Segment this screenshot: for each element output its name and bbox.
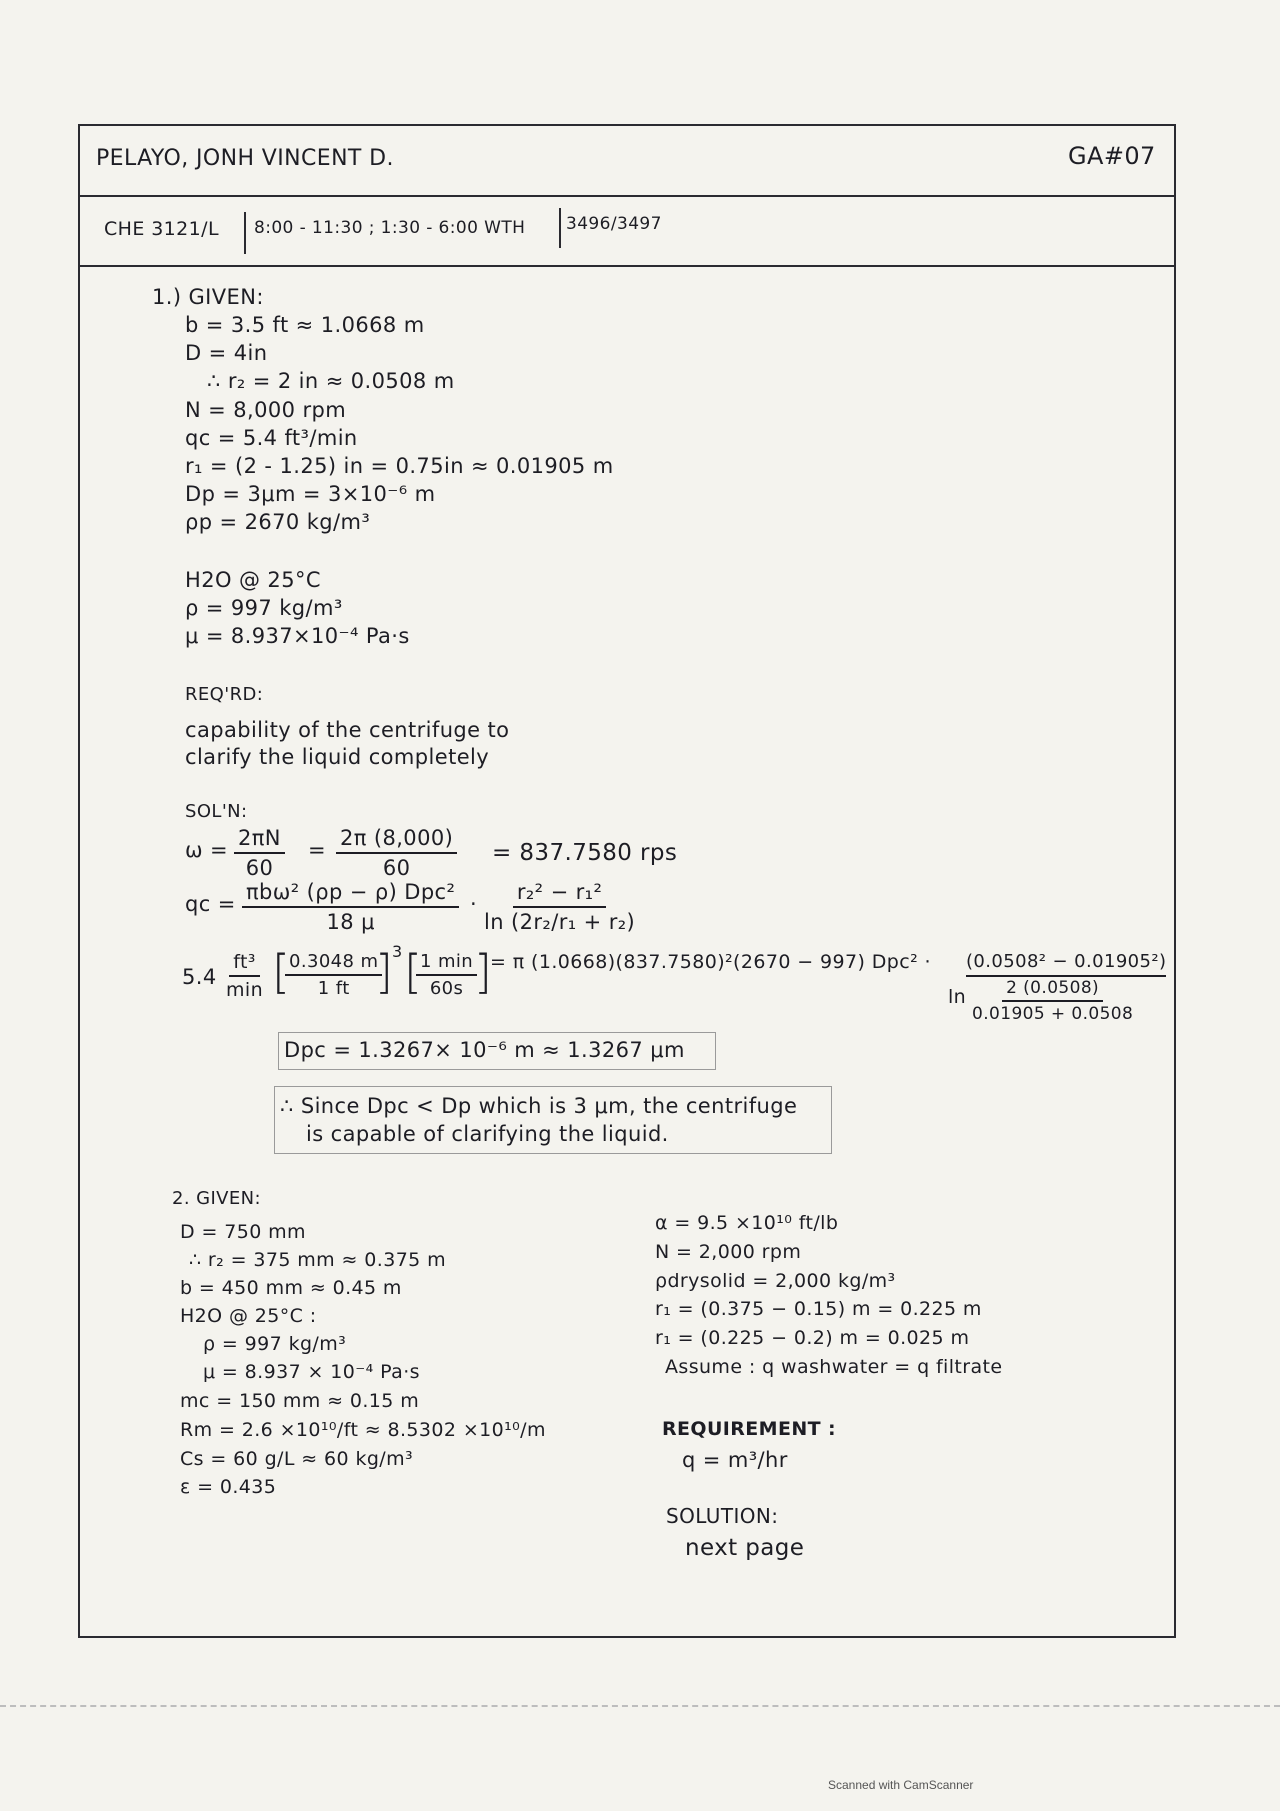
p1-given-rhop: ρp = 2670 kg/m³ (185, 510, 371, 534)
p1-given-D: D = 4in (185, 341, 268, 365)
omega-frac-1 (234, 826, 285, 880)
schedule-separator (559, 208, 561, 248)
sub-ratio-num: (0.0508² − 0.01905²) (966, 951, 1166, 977)
qc-frac-1-den: 18 μ (326, 910, 375, 934)
p2-left-Rm: Rm = 2.6 ×10¹⁰/ft ≈ 8.5302 ×10¹⁰/m (180, 1419, 546, 1441)
sub-unit (226, 951, 263, 1001)
sub-conv-2-den: 60s (429, 978, 464, 999)
sub-lhs: 5.4 (182, 965, 217, 989)
p1-given-N: N = 8,000 rpm (185, 398, 347, 422)
sub-conv-2 (416, 951, 477, 999)
sub-conv-1 (285, 951, 382, 999)
p2-sol-title: SOLUTION: (666, 1504, 779, 1528)
schedule: 8:00 - 11:30 ; 1:30 - 6:00 WTH (254, 218, 526, 238)
conclusion-line1: ∴ Since Dpc < Dp which is 3 μm, the centrifuge (280, 1094, 798, 1118)
p2-left-D: D = 750 mm (180, 1221, 306, 1243)
sub-ln-arg-den: 0.01905 + 0.0508 (972, 1004, 1134, 1024)
sub-conv-1-num: 0.3048 m (285, 951, 382, 976)
course-separator (244, 212, 246, 254)
room: 3496/3497 (566, 214, 662, 234)
p2-right-N: N = 2,000 rpm (655, 1241, 802, 1263)
p2-left-r2: ∴ r₂ = 375 mm ≈ 0.375 m (189, 1249, 447, 1271)
sub-power: 3 (392, 942, 403, 961)
ga-number: GA#07 (1068, 142, 1156, 170)
p1-soln-title: SOL'N: (185, 801, 248, 822)
p1-given-title: 1.) GIVEN: (152, 285, 264, 309)
p1-water-mu: μ = 8.937×10⁻⁴ Pa·s (185, 624, 410, 648)
p2-left-b: b = 450 mm ≈ 0.45 m (180, 1277, 402, 1299)
bracket-open-2: [ (404, 945, 423, 999)
p2-req: q = m³/hr (682, 1448, 788, 1472)
p1-given-b: b = 3.5 ft ≈ 1.0668 m (185, 313, 425, 337)
qc-dot: · (470, 892, 478, 916)
omega-frac-2-num: 2π (8,000) (336, 826, 457, 854)
bracket-close-1: ] (375, 945, 394, 999)
p2-right-rhods: ρdrysolid = 2,000 kg/m³ (655, 1270, 896, 1292)
p2-req-title: REQUIREMENT : (662, 1418, 837, 1440)
sub-conv-1-den: 1 ft (317, 978, 350, 999)
omega-frac-2 (336, 826, 457, 880)
qc-lhs: qc = (185, 892, 236, 916)
p2-right-r1a: r₁ = (0.375 − 0.15) m = 0.225 m (655, 1298, 982, 1320)
sub-ln-arg-num: 2 (0.0508) (1002, 978, 1103, 1002)
dpc-result: Dpc = 1.3267× 10⁻⁶ m ≈ 1.3267 μm (284, 1038, 685, 1062)
p1-water-rho: ρ = 997 kg/m³ (185, 596, 343, 620)
p1-reqd-line1: capability of the centrifuge to (185, 718, 510, 742)
sub-ln: ln (948, 986, 967, 1008)
p1-given-r1: r₁ = (2 - 1.25) in = 0.75in ≈ 0.01905 m (185, 454, 614, 478)
course-code: CHE 3121/L (104, 218, 219, 240)
omega-frac-1-num: 2πN (234, 826, 285, 854)
bracket-open-1: [ (272, 945, 291, 999)
p2-right-alpha: α = 9.5 ×10¹⁰ ft/lb (655, 1212, 839, 1234)
qc-frac-2-num: r₂² − r₁² (513, 880, 607, 908)
subheader-divider (78, 265, 1174, 267)
p2-given-title: 2. GIVEN: (172, 1188, 261, 1209)
sub-conv-2-num: 1 min (416, 951, 477, 976)
camscanner-watermark: Scanned with CamScanner (828, 1778, 974, 1792)
bracket-close-2: ] (474, 945, 493, 999)
conclusion-line2: is capable of clarifying the liquid. (306, 1122, 669, 1146)
p1-water-title: H2O @ 25°C (185, 568, 321, 592)
qc-frac-2 (484, 880, 635, 934)
p2-left-mu: μ = 8.937 × 10⁻⁴ Pa·s (203, 1361, 420, 1383)
omega-frac-1-den: 60 (245, 856, 274, 880)
p1-given-r2: ∴ r₂ = 2 in ≈ 0.0508 m (207, 369, 455, 393)
p1-reqd-title: REQ'RD: (185, 684, 264, 705)
p1-reqd-line2: clarify the liquid completely (185, 745, 490, 769)
sub-unit-num: ft³ (229, 951, 260, 977)
bottom-edge (0, 1705, 1280, 1707)
qc-frac-1 (242, 880, 459, 934)
p2-left-Cs: Cs = 60 g/L ≈ 60 kg/m³ (180, 1448, 414, 1470)
p1-given-qc: qc = 5.4 ft³/min (185, 426, 358, 450)
omega-result: = 837.7580 rps (492, 840, 678, 866)
p2-left-mc: mc = 150 mm ≈ 0.15 m (180, 1390, 420, 1412)
sub-rhs: = π (1.0668)(837.7580)²(2670 − 997) Dpc² · (490, 951, 931, 973)
omega-lhs: ω = (185, 838, 229, 862)
omega-frac-2-den: 60 (382, 856, 411, 880)
omega-eq: = (308, 838, 326, 862)
p2-left-eps: ε = 0.435 (180, 1476, 277, 1498)
student-name: PELAYO, JONH VINCENT D. (96, 146, 394, 171)
p2-sol: next page (685, 1535, 805, 1561)
qc-frac-1-num: πbω² (ρp − ρ) Dpc² (242, 880, 459, 908)
header-divider (78, 195, 1174, 197)
qc-frac-2-den: ln (2r₂/r₁ + r₂) (484, 910, 636, 934)
p1-given-Dp: Dp = 3μm = 3×10⁻⁶ m (185, 482, 436, 506)
sub-ln-arg (972, 978, 1133, 1024)
p2-right-assume: Assume : q washwater = q filtrate (665, 1356, 1003, 1378)
sub-unit-den: min (226, 979, 264, 1001)
p2-left-water: H2O @ 25°C : (180, 1305, 317, 1327)
p2-right-r1b: r₁ = (0.225 − 0.2) m = 0.025 m (655, 1327, 970, 1349)
p2-left-rho: ρ = 997 kg/m³ (203, 1333, 347, 1355)
